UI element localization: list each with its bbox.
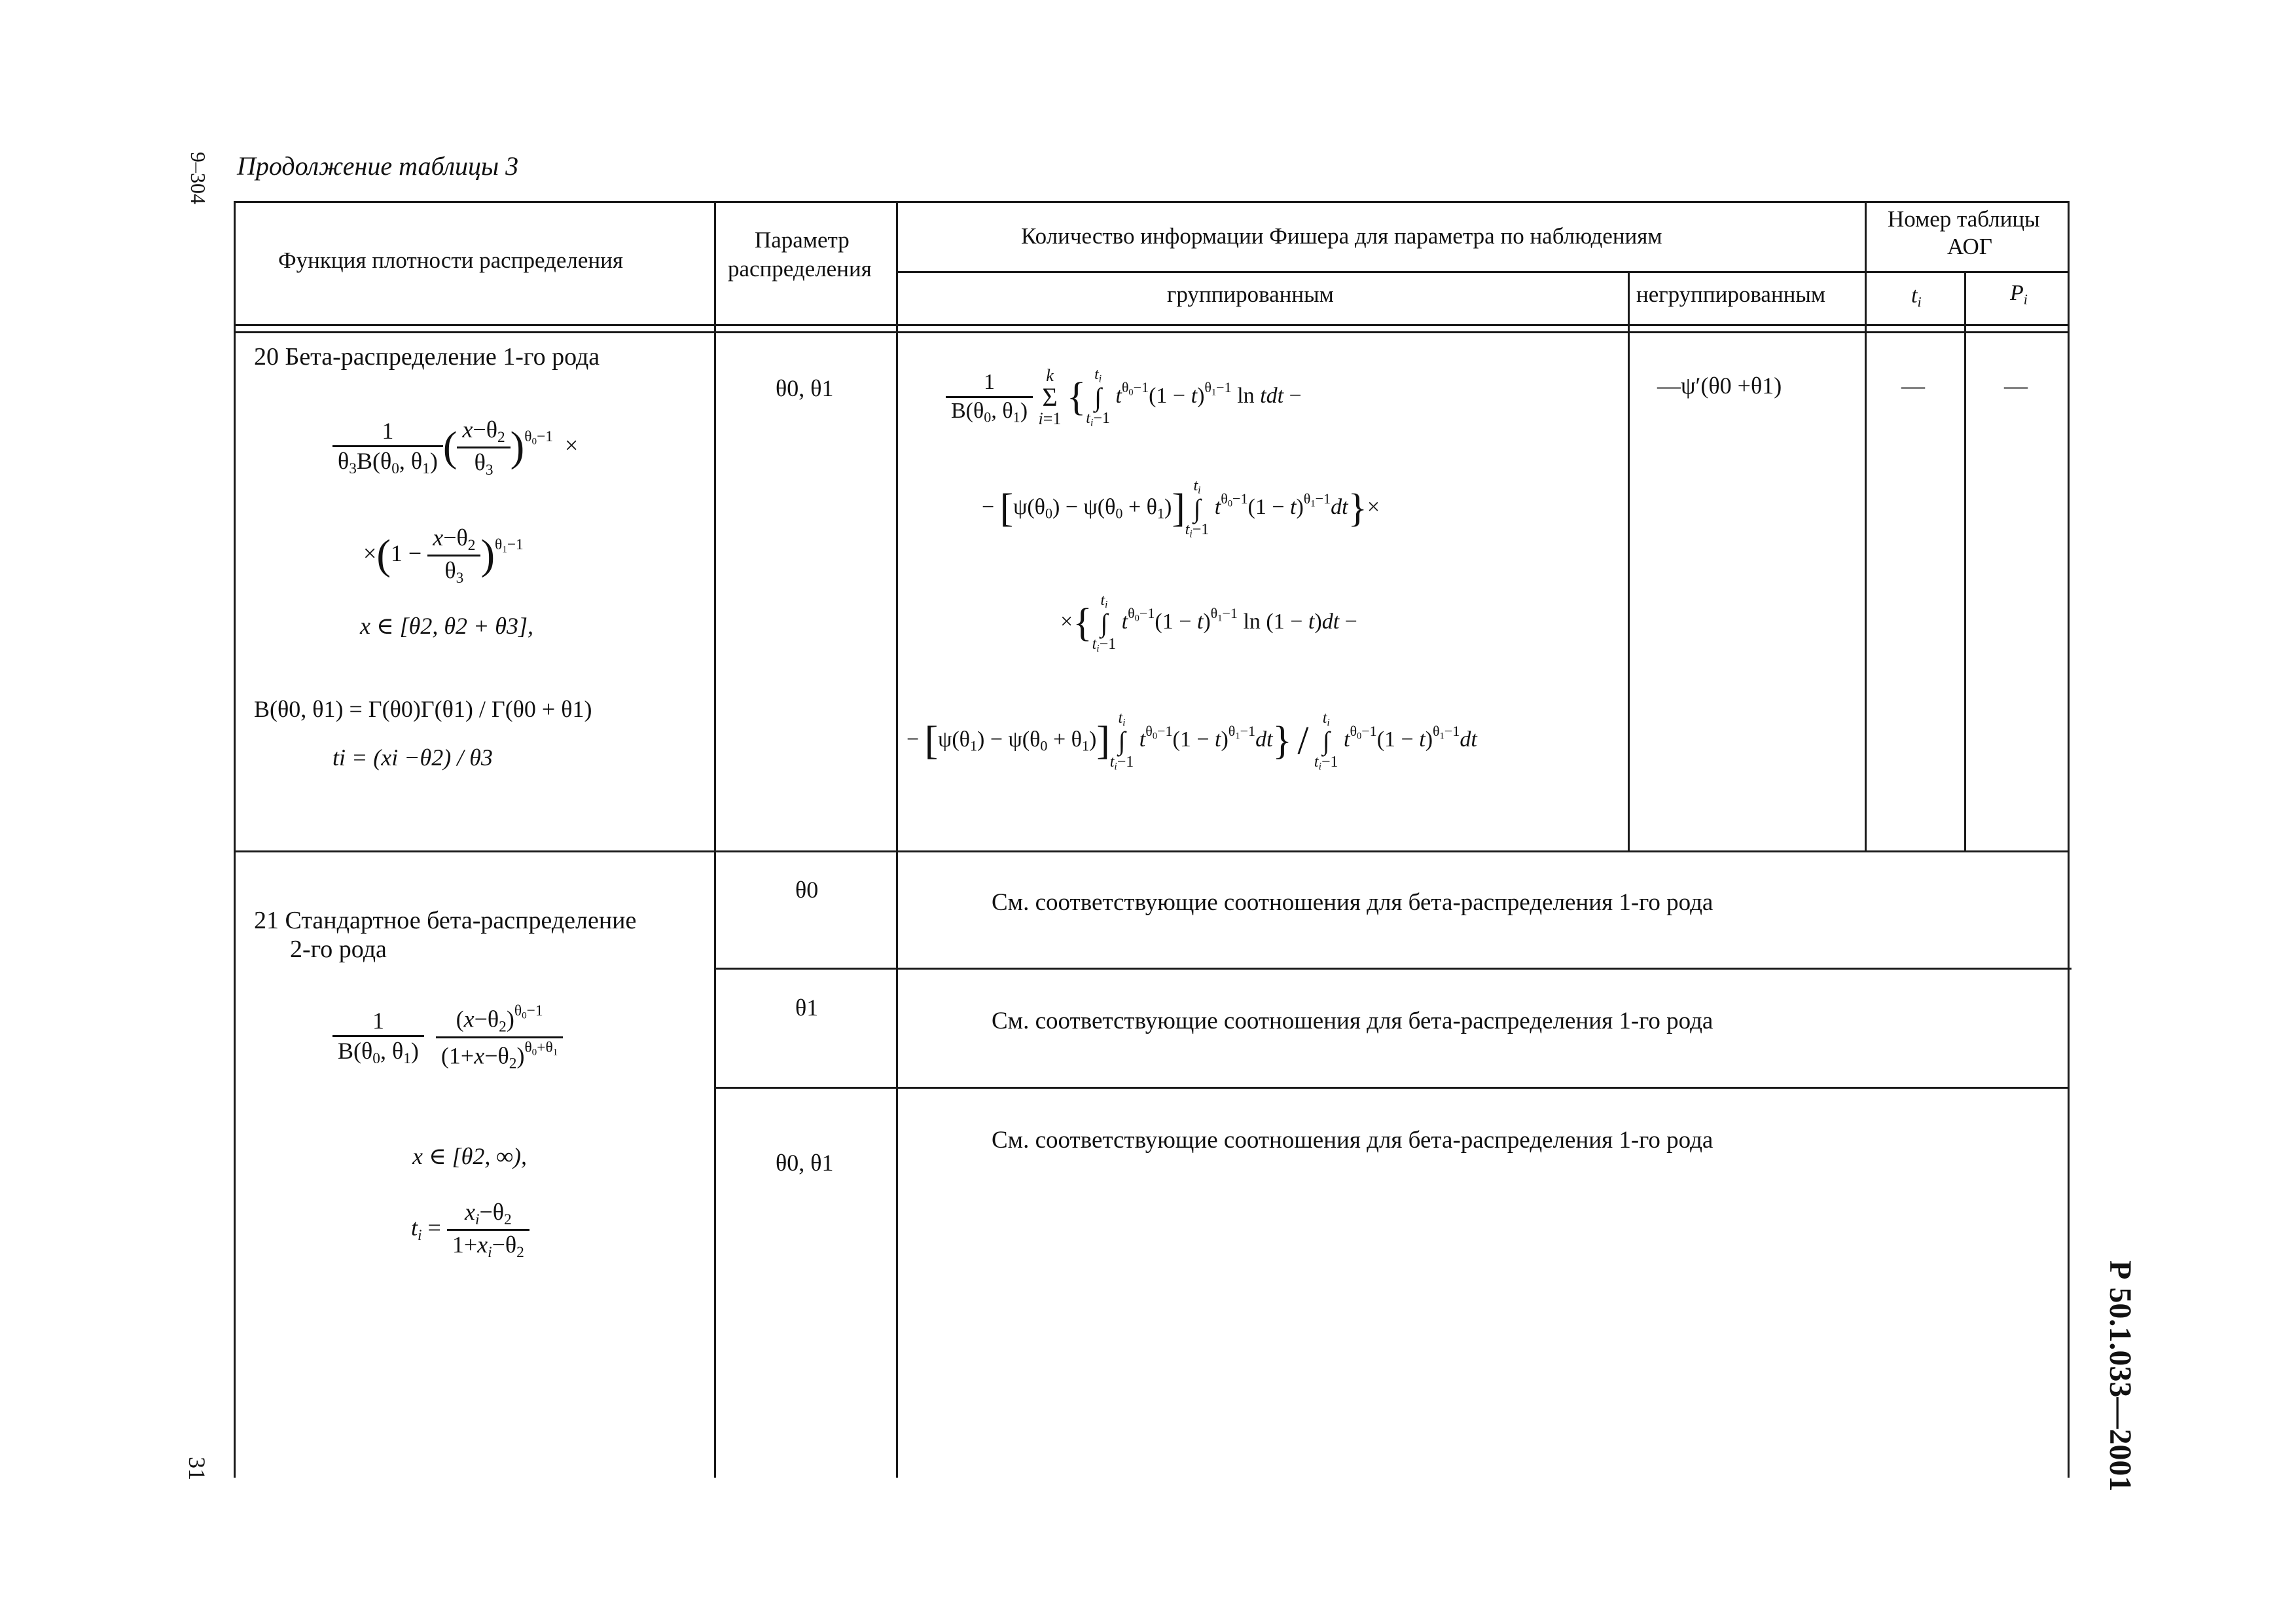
row21-ti-def: $t_i$ = $\frac{x_i-\theta_2}{1+x_i-\theta_2}$	[411, 1198, 529, 1262]
header-fisher: Количество информации Фишера для параметра по наблюдениям	[1021, 223, 1662, 249]
row21-parameter-1: θ0	[795, 877, 819, 903]
row21-reference-2: См. соответствующие соотношения для бета-распределения 1-го рода	[992, 1008, 1713, 1034]
header-pi: $P_i$	[2010, 281, 2028, 308]
row20-ungrouped: —ψ′(θ0 +θ1)	[1657, 373, 1782, 399]
page-number: 31	[184, 1457, 210, 1480]
row21-density-formula: $\frac{1}{B(\theta_0, \theta_1)}$ $\frac{(x-\theta_2)^{\theta_0-1}}{(1+x-\theta_2)^{\theta_0+\theta_1}}$	[332, 1002, 563, 1072]
row21-parameter-3: θ0, θ1	[776, 1150, 834, 1176]
header-parameter-line1: Параметр	[755, 227, 850, 253]
row20-x-range: x ∈ [θ2, θ2 + θ3],	[360, 613, 533, 639]
row20-density-formula-1: $\frac{1}{\theta_3B(\theta_0, \theta_1)}$ ( $\frac{x-\theta_2}{\theta_3}$ )$^{\theta_0-1}$ ×	[332, 416, 578, 479]
row20-beta-def: B(θ0, θ1) = Γ(θ0)Γ(θ1) / Γ(θ0 + θ1)	[254, 696, 592, 722]
header-aog-line2: АОГ	[1947, 234, 1993, 259]
row20-grouped-formula-1: $\frac{1}{B(\theta_0, \theta_1)}$ k Σ i=1 {$t_i$ ∫ $t_i-1$ $t^{\theta_0-1}(1 - t)^{\theta_1-1}$ ln tdt −	[946, 367, 1302, 429]
row20-ti-value: —	[1901, 373, 1925, 399]
row20-grouped-formula-4: − $[\psi(\theta_1) - \psi(\theta_0 + \theta_1)]t_i$ ∫ $t_i-1$ $t^{\theta_0-1}(1 - t)^{\theta_1-1}dt\} / t_i$ ∫ $t_i-1$ $t^{\theta_0-1}(1 - t)^{\theta_1-1}dt$	[906, 710, 1477, 773]
header-ungrouped: негруппированным	[1636, 282, 1826, 307]
standard-code: Р 50.1.033—2001	[2103, 1260, 2138, 1492]
row21-x-range: x ∈ [θ2, ∞),	[412, 1143, 527, 1169]
row20-pi-value: —	[2004, 373, 2028, 399]
row21-parameter-2: θ1	[795, 994, 819, 1021]
row20-grouped-formula-3: $\times\{t_i$ ∫ $t_i-1$ $t^{\theta_0-1}(1 - t)^{\theta_1-1}$ ln (1 − t)dt −	[1060, 592, 1357, 655]
row21-reference-1: См. соответствующие соотношения для бета-распределения 1-го рода	[992, 889, 1713, 916]
header-aog-line1: Номер таблицы	[1888, 206, 2040, 232]
row21-title-line2: 2-го рода	[290, 936, 387, 963]
header-grouped: группированным	[1167, 282, 1334, 307]
row20-ti-def: ti = (xi −θ2) / θ3	[332, 744, 493, 771]
row21-reference-3: См. соответствующие соотношения для бета-распределения 1-го рода	[992, 1127, 1713, 1154]
header-function: Функция плотности распределения	[278, 247, 623, 273]
row20-title: 20 Бета-распределение 1-го рода	[254, 343, 600, 371]
sheet-code: 9–304	[187, 152, 210, 204]
row20-parameter: θ0, θ1	[776, 375, 834, 401]
header-ti: $t_i$	[1911, 283, 1922, 310]
row21-title-line1: 21 Стандартное бета-распределение	[254, 907, 637, 934]
row20-grouped-formula-2: − $[\psi(\theta_0) - \psi(\theta_0 + \theta_1)]t_i$ ∫ $t_i-1$ $t^{\theta_0-1}(1 - t)^{\theta_1-1}dt\}\times$	[982, 477, 1380, 540]
table-caption: Продолжение таблицы 3	[237, 151, 519, 181]
row20-density-formula-2: ×(1 − $\frac{x-\theta_2}{\theta_3}$ )$^{\theta_1-1}$	[363, 524, 524, 587]
header-parameter-line2: распределения	[728, 256, 872, 282]
